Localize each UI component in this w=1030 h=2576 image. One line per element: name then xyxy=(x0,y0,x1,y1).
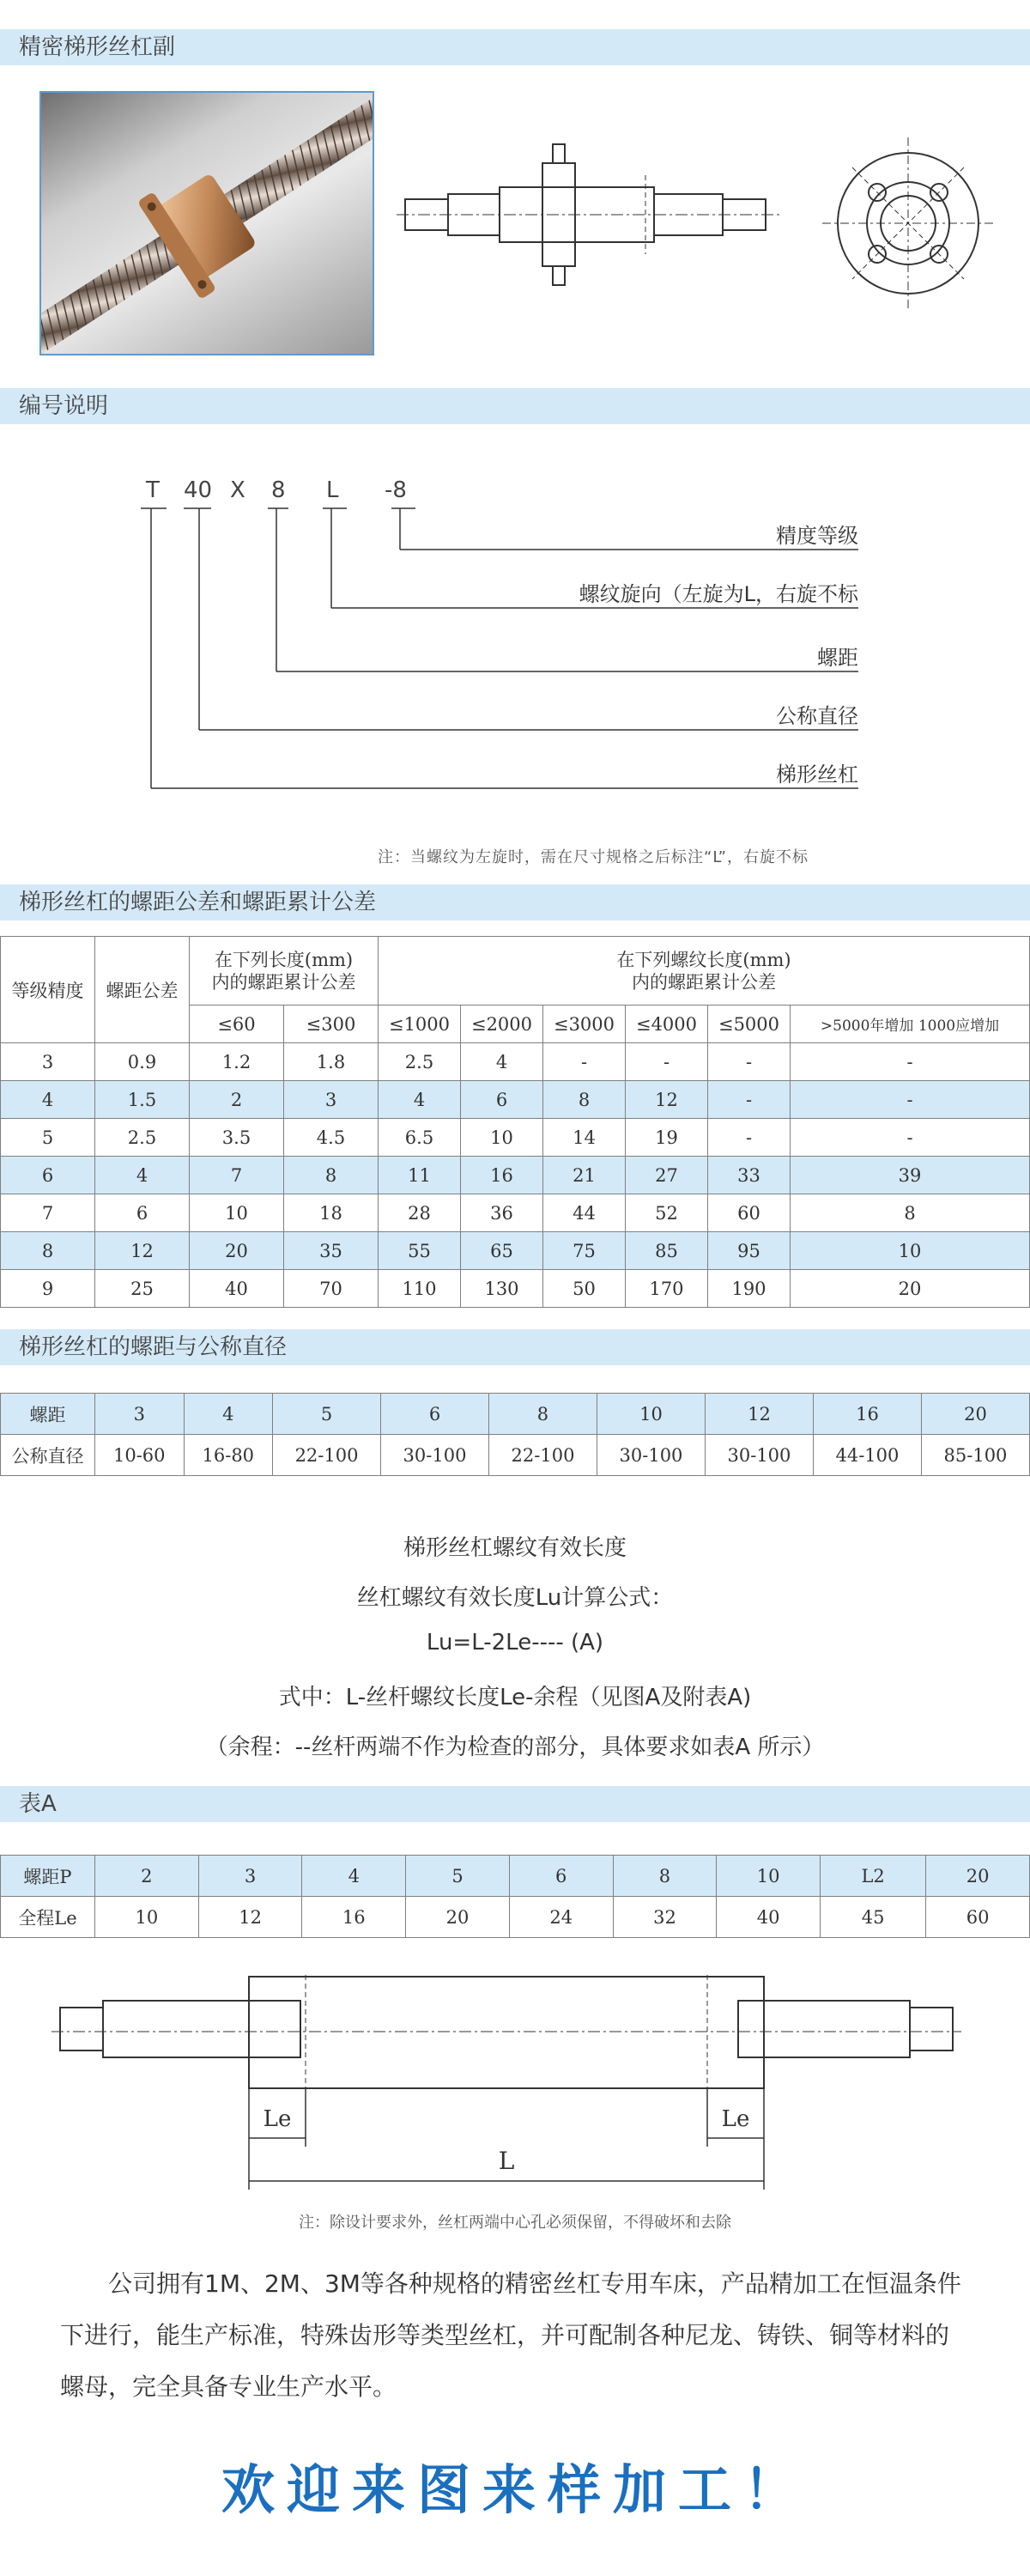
table-cell: 6 xyxy=(461,1081,543,1119)
table-cell: 35 xyxy=(284,1232,379,1270)
table-cell: - xyxy=(791,1043,1030,1081)
table-cell: 0.9 xyxy=(95,1043,190,1081)
table-cell: 85 xyxy=(626,1232,708,1270)
table-cell: 4 xyxy=(95,1157,190,1194)
table-cell: 3 xyxy=(284,1081,379,1119)
table-cell: 1.2 xyxy=(190,1043,284,1081)
table-cell: 10 xyxy=(95,1897,199,1938)
table-cell: 10-60 xyxy=(95,1435,185,1476)
desc-nominal-diameter: 公称直径 xyxy=(776,704,858,728)
th-pitch-tol: 螺距公差 xyxy=(95,937,190,1043)
table-row xyxy=(1,1270,1030,1308)
th-sub: ≤1000 xyxy=(379,1005,461,1043)
slogan: 欢迎来图来样加工！ xyxy=(221,2458,809,2521)
th-grade: 等级精度 xyxy=(1,937,95,1043)
table-cell: - xyxy=(543,1043,626,1081)
code-char-diameter: 40 xyxy=(184,477,213,503)
table-cell: 75 xyxy=(543,1232,626,1270)
th-sub: >5000年增加 1000应增加 xyxy=(791,1005,1030,1043)
table-cell: 8 xyxy=(489,1394,597,1435)
section-title-precision-screw: 精密梯形丝杠副 xyxy=(0,29,1030,65)
table-cell: 3.5 xyxy=(190,1119,284,1157)
section-title-tolerance: 梯形丝杠的螺距公差和螺距累计公差 xyxy=(0,884,1030,920)
table-cell: 28 xyxy=(379,1194,461,1232)
table-cell: 55 xyxy=(379,1232,461,1270)
table-cell: 22-100 xyxy=(273,1435,381,1476)
code-char-t: T xyxy=(146,477,160,503)
table-cell: 8 xyxy=(1,1232,95,1270)
pitch-diameter-table xyxy=(0,1393,1030,1476)
section-title-table-a: 表A xyxy=(0,1786,1030,1822)
table-cell: 2 xyxy=(95,1856,199,1897)
row-label: 螺距P xyxy=(1,1856,95,1897)
table-cell: 8 xyxy=(543,1081,626,1119)
table-cell: 10 xyxy=(190,1194,284,1232)
table-cell: 21 xyxy=(543,1157,626,1194)
table-cell: 52 xyxy=(626,1194,708,1232)
code-char-grade: -8 xyxy=(385,477,407,503)
table-cell: - xyxy=(791,1119,1030,1157)
table-cell: 6 xyxy=(1,1157,95,1194)
row-label: 螺距 xyxy=(1,1394,95,1435)
table-cell: - xyxy=(708,1119,791,1157)
table-cell: 12 xyxy=(626,1081,708,1119)
table-cell: 2.5 xyxy=(379,1043,461,1081)
section-title-code-explain: 编号说明 xyxy=(0,388,1030,424)
tolerance-table xyxy=(0,936,1030,1308)
table-cell: 4.5 xyxy=(284,1119,379,1157)
table-cell: 14 xyxy=(543,1119,626,1157)
table-cell: 5 xyxy=(1,1119,95,1157)
table-cell: 6 xyxy=(509,1856,613,1897)
table-cell: 27 xyxy=(626,1157,708,1194)
th-sub: ≤300 xyxy=(284,1005,379,1043)
table-cell: 12 xyxy=(95,1232,190,1270)
desc-grade: 精度等级 xyxy=(776,524,858,548)
table-cell: 36 xyxy=(461,1194,543,1232)
drawing-le-left: Le xyxy=(263,2106,292,2132)
table-cell: 1.8 xyxy=(284,1043,379,1081)
table-cell: 170 xyxy=(626,1270,708,1308)
table-cell: 32 xyxy=(613,1897,717,1938)
table-cell: 60 xyxy=(926,1897,1030,1938)
formula-subtitle: 丝杠螺纹有效长度Lu计算公式： xyxy=(356,1585,674,1611)
table-cell: 3 xyxy=(1,1043,95,1081)
table-cell: 9 xyxy=(1,1270,95,1308)
table-cell: 3 xyxy=(95,1394,185,1435)
flange-end-view xyxy=(822,137,994,309)
code-char-pitch: 8 xyxy=(271,477,286,503)
table-cell: 25 xyxy=(95,1270,190,1308)
code-char-l: L xyxy=(326,477,339,503)
table-cell: 70 xyxy=(284,1270,379,1308)
table-cell: 3 xyxy=(198,1856,302,1897)
table-cell: 4 xyxy=(184,1394,273,1435)
drawing-note: 注：除设计要求外，丝杠两端中心孔必须保留，不得破坏和去除 xyxy=(299,2214,731,2232)
table-cell: 8 xyxy=(284,1157,379,1194)
table-cell: - xyxy=(708,1043,791,1081)
table-cell: 20 xyxy=(791,1270,1030,1308)
table-cell: - xyxy=(791,1081,1030,1119)
table-row xyxy=(1,1157,1030,1194)
table-cell: 5 xyxy=(273,1394,381,1435)
table-cell: 40 xyxy=(190,1270,284,1308)
code-note: 注：当螺纹为左旋时，需在尺寸规格之后标注“L”，右旋不标 xyxy=(378,848,809,866)
table-cell: 6.5 xyxy=(379,1119,461,1157)
table-cell: 20 xyxy=(190,1232,284,1270)
table-cell: 130 xyxy=(461,1270,543,1308)
table-cell: 6 xyxy=(381,1394,489,1435)
table-cell: 7 xyxy=(190,1157,284,1194)
table-cell: 30-100 xyxy=(705,1435,813,1476)
th-sub: ≤5000 xyxy=(708,1005,791,1043)
table-cell: 22-100 xyxy=(489,1435,597,1476)
table-cell: 20 xyxy=(926,1856,1030,1897)
table-cell: L2 xyxy=(821,1856,926,1897)
table-cell: 5 xyxy=(406,1856,510,1897)
table-row xyxy=(1,1194,1030,1232)
table-cell: 1.5 xyxy=(95,1081,190,1119)
th-sub: ≤2000 xyxy=(461,1005,543,1043)
table-cell: 39 xyxy=(791,1157,1030,1194)
table-row xyxy=(1,1232,1030,1270)
th-sub: ≤60 xyxy=(190,1005,284,1043)
table-cell: 2 xyxy=(190,1081,284,1119)
lead-screw-photo xyxy=(39,91,374,355)
table-cell: 16 xyxy=(813,1394,921,1435)
table-cell: 4 xyxy=(461,1043,543,1081)
table-cell: 44 xyxy=(543,1194,626,1232)
drawing-le-right: Le xyxy=(721,2106,750,2132)
table-cell: 40 xyxy=(717,1897,821,1938)
table-cell: 4 xyxy=(379,1081,461,1119)
table-cell: 2.5 xyxy=(95,1119,190,1157)
formula-where: 式中：L-丝杆螺纹长度Le-余程（见图A及附表A) xyxy=(278,1685,752,1710)
table-cell: 8 xyxy=(791,1194,1030,1232)
company-paragraph: 公司拥有1M、2M、3M等各种规格的精密丝杠专用车床，产品精加工在恒温条件下进行，能生产标准，特殊齿形等类型丝杠，并可配制各种尼龙、铸铁、铜等材料的螺母，完全具备专业生产水平。 xyxy=(60,2269,961,2401)
table-cell: 12 xyxy=(705,1394,813,1435)
table-cell: 20 xyxy=(406,1897,510,1938)
formula-remark: （余程：--丝杆两端不作为检查的部分，具体要求如表A 所示） xyxy=(205,1735,825,1760)
table-cell: 44-100 xyxy=(813,1435,921,1476)
table-cell: 110 xyxy=(379,1270,461,1308)
table-cell: 4 xyxy=(302,1856,406,1897)
table-cell: 95 xyxy=(708,1232,791,1270)
table-cell: 19 xyxy=(626,1119,708,1157)
table-cell: 16 xyxy=(461,1157,543,1194)
table-cell: 30-100 xyxy=(597,1435,705,1476)
table-cell: 45 xyxy=(821,1897,926,1938)
table-cell: 11 xyxy=(379,1157,461,1194)
th-group2: 在下列螺纹长度(mm) 内的螺距累计公差 xyxy=(379,937,1030,1005)
table-cell: - xyxy=(626,1043,708,1081)
table-cell: 50 xyxy=(543,1270,626,1308)
table-cell: 190 xyxy=(708,1270,791,1308)
section-title-pitch-diameter: 梯形丝杠的螺距与公称直径 xyxy=(0,1329,1030,1365)
drawing-a xyxy=(52,1975,961,2198)
table-cell: 16 xyxy=(302,1897,406,1938)
table-cell: 24 xyxy=(509,1897,613,1938)
table-cell: 10 xyxy=(717,1856,821,1897)
table-cell: 16-80 xyxy=(184,1435,273,1476)
formula-equation: Lu=L-2Le---- (A) xyxy=(426,1630,604,1656)
table-cell: 10 xyxy=(791,1232,1030,1270)
formula-title: 梯形丝杠螺纹有效长度 xyxy=(403,1535,627,1561)
table-a xyxy=(0,1855,1030,1938)
screw-side-drawing xyxy=(397,137,791,309)
row-label: 公称直径 xyxy=(1,1435,95,1476)
table-cell: 8 xyxy=(613,1856,717,1897)
table-cell: 20 xyxy=(921,1394,1029,1435)
table-cell: 33 xyxy=(708,1157,791,1194)
table-cell: - xyxy=(708,1081,791,1119)
table-cell: 30-100 xyxy=(381,1435,489,1476)
table-cell: 4 xyxy=(1,1081,95,1119)
table-cell: 65 xyxy=(461,1232,543,1270)
table-cell: 85-100 xyxy=(921,1435,1029,1476)
desc-trapezoid-screw: 梯形丝杠 xyxy=(776,762,858,787)
row-label: 全程Le xyxy=(1,1897,95,1938)
code-char-x: X xyxy=(230,477,245,503)
table-cell: 18 xyxy=(284,1194,379,1232)
table-cell: 12 xyxy=(198,1897,302,1938)
drawing-l-label: L xyxy=(498,2147,515,2175)
table-row xyxy=(1,1119,1030,1157)
table-cell: 60 xyxy=(708,1194,791,1232)
desc-pitch: 螺距 xyxy=(817,646,858,670)
th-sub: ≤3000 xyxy=(543,1005,626,1043)
th-sub: ≤4000 xyxy=(626,1005,708,1043)
table-cell: 6 xyxy=(95,1194,190,1232)
table-cell: 10 xyxy=(461,1119,543,1157)
table-row xyxy=(1,1081,1030,1119)
table-row xyxy=(1,1043,1030,1081)
th-group1: 在下列长度(mm) 内的螺距累计公差 xyxy=(190,937,379,1005)
table-cell: 7 xyxy=(1,1194,95,1232)
desc-thread-direction: 螺纹旋向（左旋为L，右旋不标 xyxy=(579,582,858,606)
table-cell: 10 xyxy=(597,1394,705,1435)
